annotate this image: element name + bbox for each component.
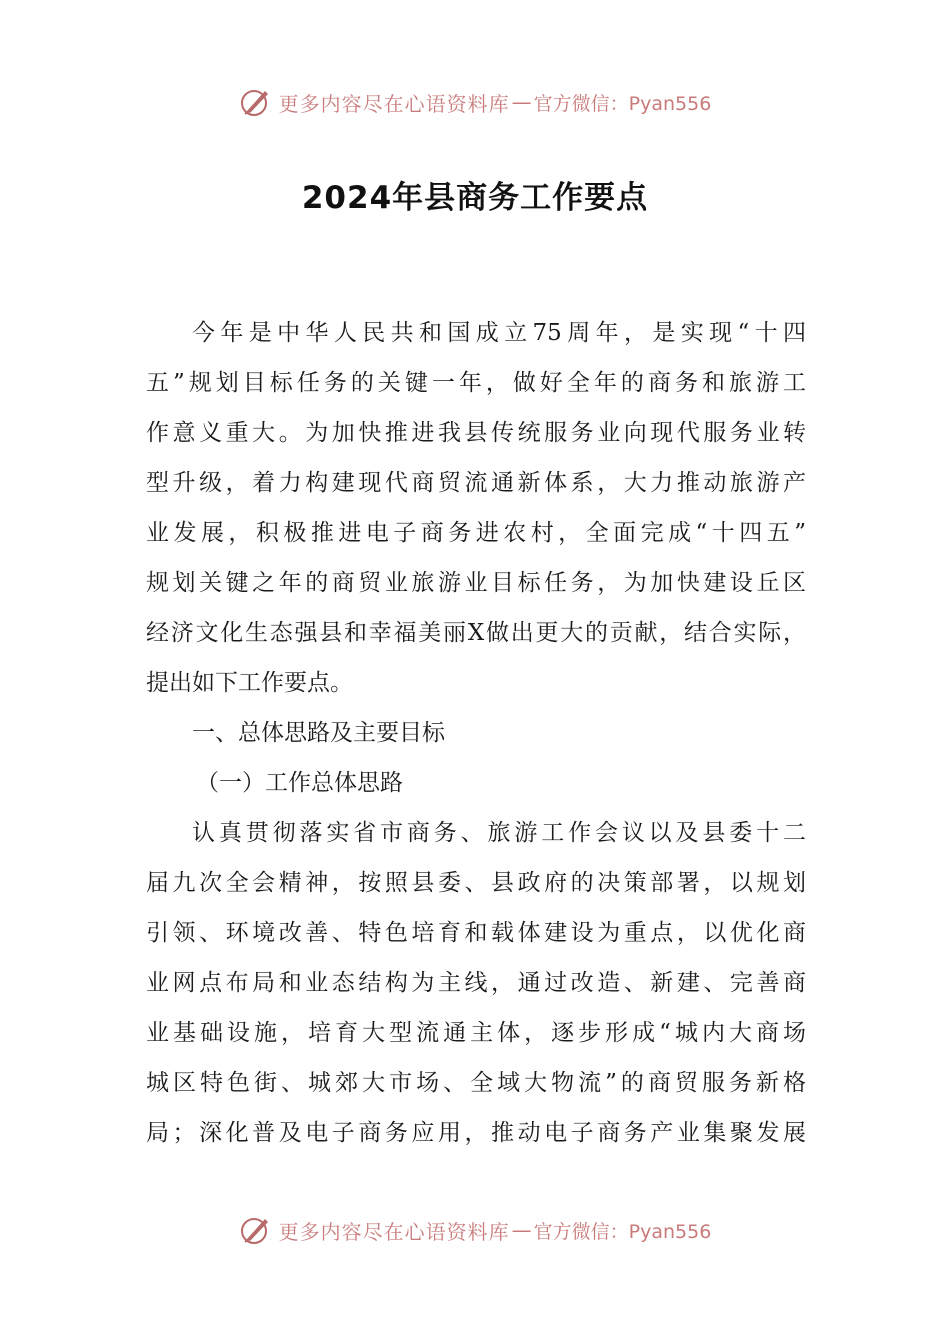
paragraph-line: 业网点布局和业态结构为主线，通过改造、新建、完善商 xyxy=(146,970,806,996)
paragraph-line: 业基础设施，培育大型流通主体，逐步形成“城内大商场 xyxy=(146,1020,806,1046)
banner-slogan: 更多内容尽在心语资料库 xyxy=(278,91,510,116)
banner-wechat: 官方微信：Pyan556 xyxy=(533,1220,712,1243)
paragraph-line: 型升级，着力构建现代商贸流通新体系，大力推动旅游产 xyxy=(146,470,806,496)
paragraph-line: 业发展，积极推进电子商务进农村，全面完成“十四五” xyxy=(146,520,806,546)
paragraph-line: 认真贯彻落实省市商务、旅游工作会议以及县委十二 xyxy=(192,820,806,846)
banner-slogan: 更多内容尽在心语资料库 xyxy=(278,1219,510,1244)
banner-separator: — xyxy=(511,1218,532,1242)
paragraph-line: 引领、环境改善、特色培育和载体建设为重点，以优化商 xyxy=(146,920,806,946)
subsection-heading: （一）工作总体思路 xyxy=(196,770,403,796)
banner-wechat: 官方微信：Pyan556 xyxy=(533,92,712,115)
paragraph-line: 经济文化生态强县和幸福美丽X做出更大的贡献，结合实际， xyxy=(146,620,806,646)
paragraph-line: 提出如下工作要点。 xyxy=(146,670,353,696)
quill-pen-logo-icon xyxy=(239,85,273,119)
paragraph-line: 届九次全会精神，按照县委、县政府的决策部署，以规划 xyxy=(146,870,806,896)
paragraph-line: 城区特色街、城郊大市场、全域大物流”的商贸服务新格 xyxy=(146,1070,806,1096)
watermark-banner-top xyxy=(0,80,950,124)
paragraph-line: 今年是中华人民共和国成立75周年，是实现“十四 xyxy=(192,320,806,346)
banner-separator: — xyxy=(511,90,532,114)
paragraph-line: 规划关键之年的商贸业旅游业目标任务，为加快建设丘区 xyxy=(146,570,806,596)
document-body xyxy=(146,308,806,1158)
section-heading: 一、总体思路及主要目标 xyxy=(192,720,445,746)
quill-pen-logo-icon xyxy=(239,1213,273,1247)
document-title: 2024年县商务工作要点 xyxy=(301,180,649,216)
paragraph-line: 作意义重大。为加快推进我县传统服务业向现代服务业转 xyxy=(146,420,806,446)
watermark-banner-bottom xyxy=(0,1208,950,1252)
paragraph-line: 局；深化普及电子商务应用，推动电子商务产业集聚发展 xyxy=(146,1120,806,1146)
paragraph-line: 五”规划目标任务的关键一年，做好全年的商务和旅游工 xyxy=(146,370,806,396)
